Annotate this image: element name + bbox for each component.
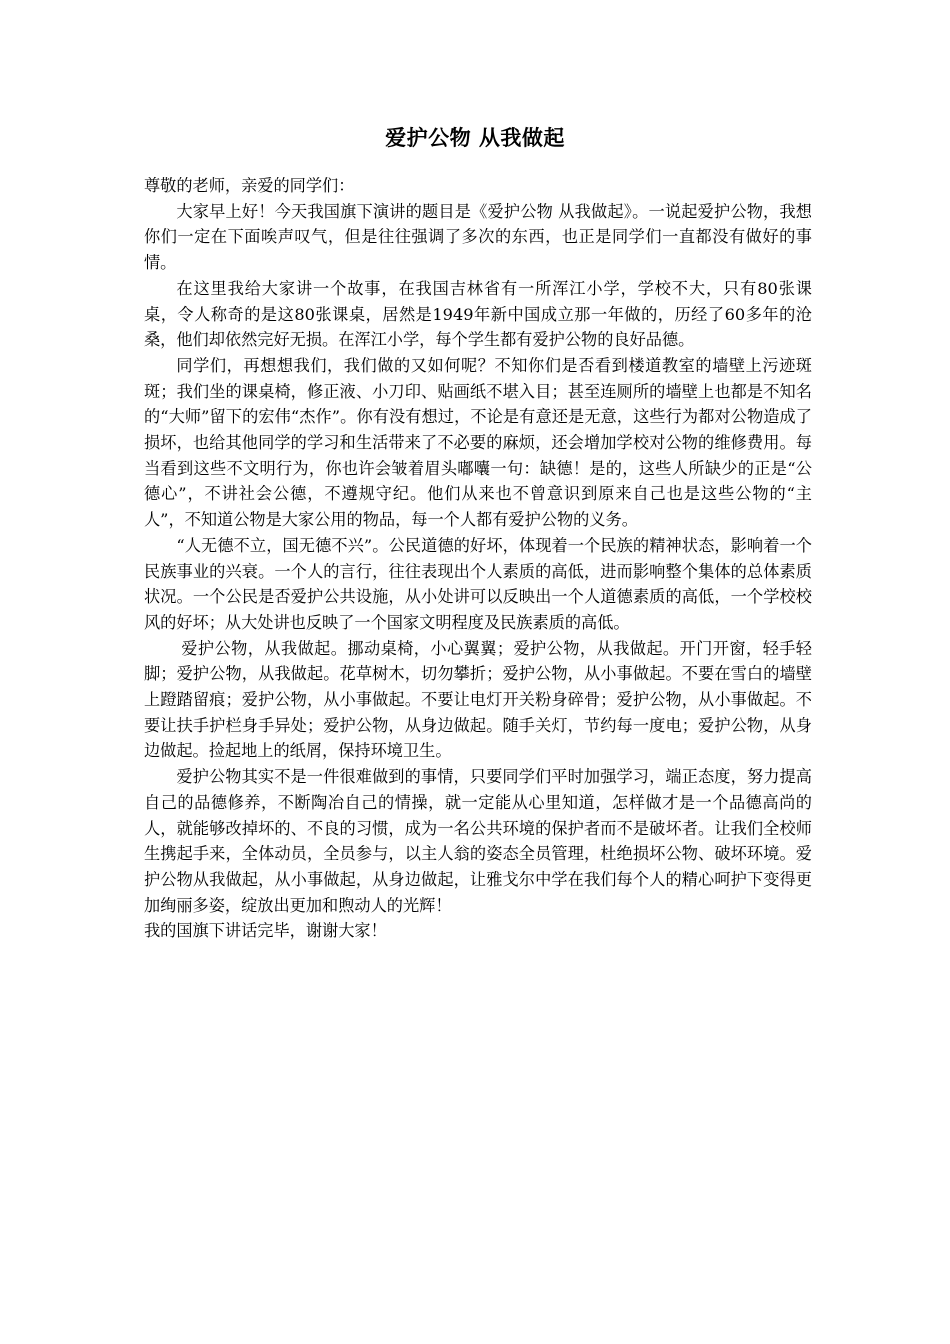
paragraph-actions: 爱护公物，从我做起。挪动桌椅，小心翼翼；爱护公物，从我做起。开门开窗，轻手轻脚；爱护公物，从我做起。花草树木，切勿攀折；爱护公物，从小事做起。不要在雪白的墙壁上蹬踏留痕；爱护公物，从小事做起。不要让电灯开关粉身碎骨；爱护公物，从小事做起。不要让扶手护栏身手异处；爱护公物，从身边做起。随手关灯，节约每一度电；爱护公物，从身边做起。捡起地上的纸屑，保持环境卫生。 bbox=[144, 638, 812, 761]
paragraph-greeting: 大家早上好！今天我国旗下演讲的题目是《爱护公物 从我做起》。一说起爱护公物，我想你们一定在下面唉声叹气，但是往往强调了多次的东西，也正是同学们一直都没有做好的事情。 bbox=[144, 201, 812, 273]
document-title: 爱护公物 从我做起 bbox=[385, 126, 565, 150]
document-body bbox=[144, 173, 812, 944]
salutation: 尊敬的老师，亲爱的同学们： bbox=[144, 176, 355, 195]
closing-remark: 我的国旗下讲话完毕，谢谢大家！ bbox=[144, 921, 387, 941]
paragraph-conclusion: 爱护公物其实不是一件很难做到的事情，只要同学们平时加强学习，端正态度，努力提高自己的品德修养，不断陶冶自己的情操，就一定能从心里知道，怎样做才是一个品德高尚的人，就能够改掉坏的、不良的习惯，成为一名公共环境的保护者而不是破坏者。让我们全校师生携起手来，全体动员，全员参与，以主人翁的姿态全员管理，杜绝损坏公物、破坏环境。爱护公物从我做起，从小事做起，从身边做起，让雅戈尔中学在我们每个人的精心呵护下变得更加绚丽多姿，绽放出更加和煦动人的光辉！ bbox=[144, 767, 812, 915]
paragraph-morality: “人无德不立，国无德不兴”。公民道德的好坏，体现着一个民族的精神状态，影响着一个民族事业的兴衰。一个人的言行，往往表现出个人素质的高低，进而影响整个集体的总体素质状况。一个公民是否爱护公共设施，从小处讲可以反映出一个人道德素质的高低，一个学校校风的好坏；从大处讲也反映了一个国家文明程度及民族素质的高低。 bbox=[144, 535, 812, 632]
paragraph-reflection: 同学们，再想想我们，我们做的又如何呢？不知你们是否看到楼道教室的墙壁上污迹斑斑；我们坐的课桌椅，修正液、小刀印、贴画纸不堪入目；甚至连厕所的墙壁上也都是不知名的“大师”留下的宏伟“杰作”。你有没有想过，不论是有意还是无意，这些行为都对公物造成了损坏，也给其他同学的学习和生活带来了不必要的麻烦，还会增加学校对公物的维修费用。每当看到这些不文明行为，你也许会皱着眉头嘟囔一句：缺德！是的，这些人所缺少的正是“公德心”，不讲社会公德，不遵规守纪。他们从来也不曾意识到原来自己也是这些公物的“主人”，不知道公物是大家公用的物品，每一个人都有爱护公物的义务。 bbox=[144, 355, 812, 530]
paragraph-story: 在这里我给大家讲一个故事，在我国吉林省有一所浑江小学，学校不大，只有80张课桌，令人称奇的是这80张课桌，居然是1949年新中国成立那一年做的，历经了60多年的沧桑，他们却依然完好无损。在浑江小学，每个学生都有爱护公物的良好品德。 bbox=[144, 278, 812, 350]
